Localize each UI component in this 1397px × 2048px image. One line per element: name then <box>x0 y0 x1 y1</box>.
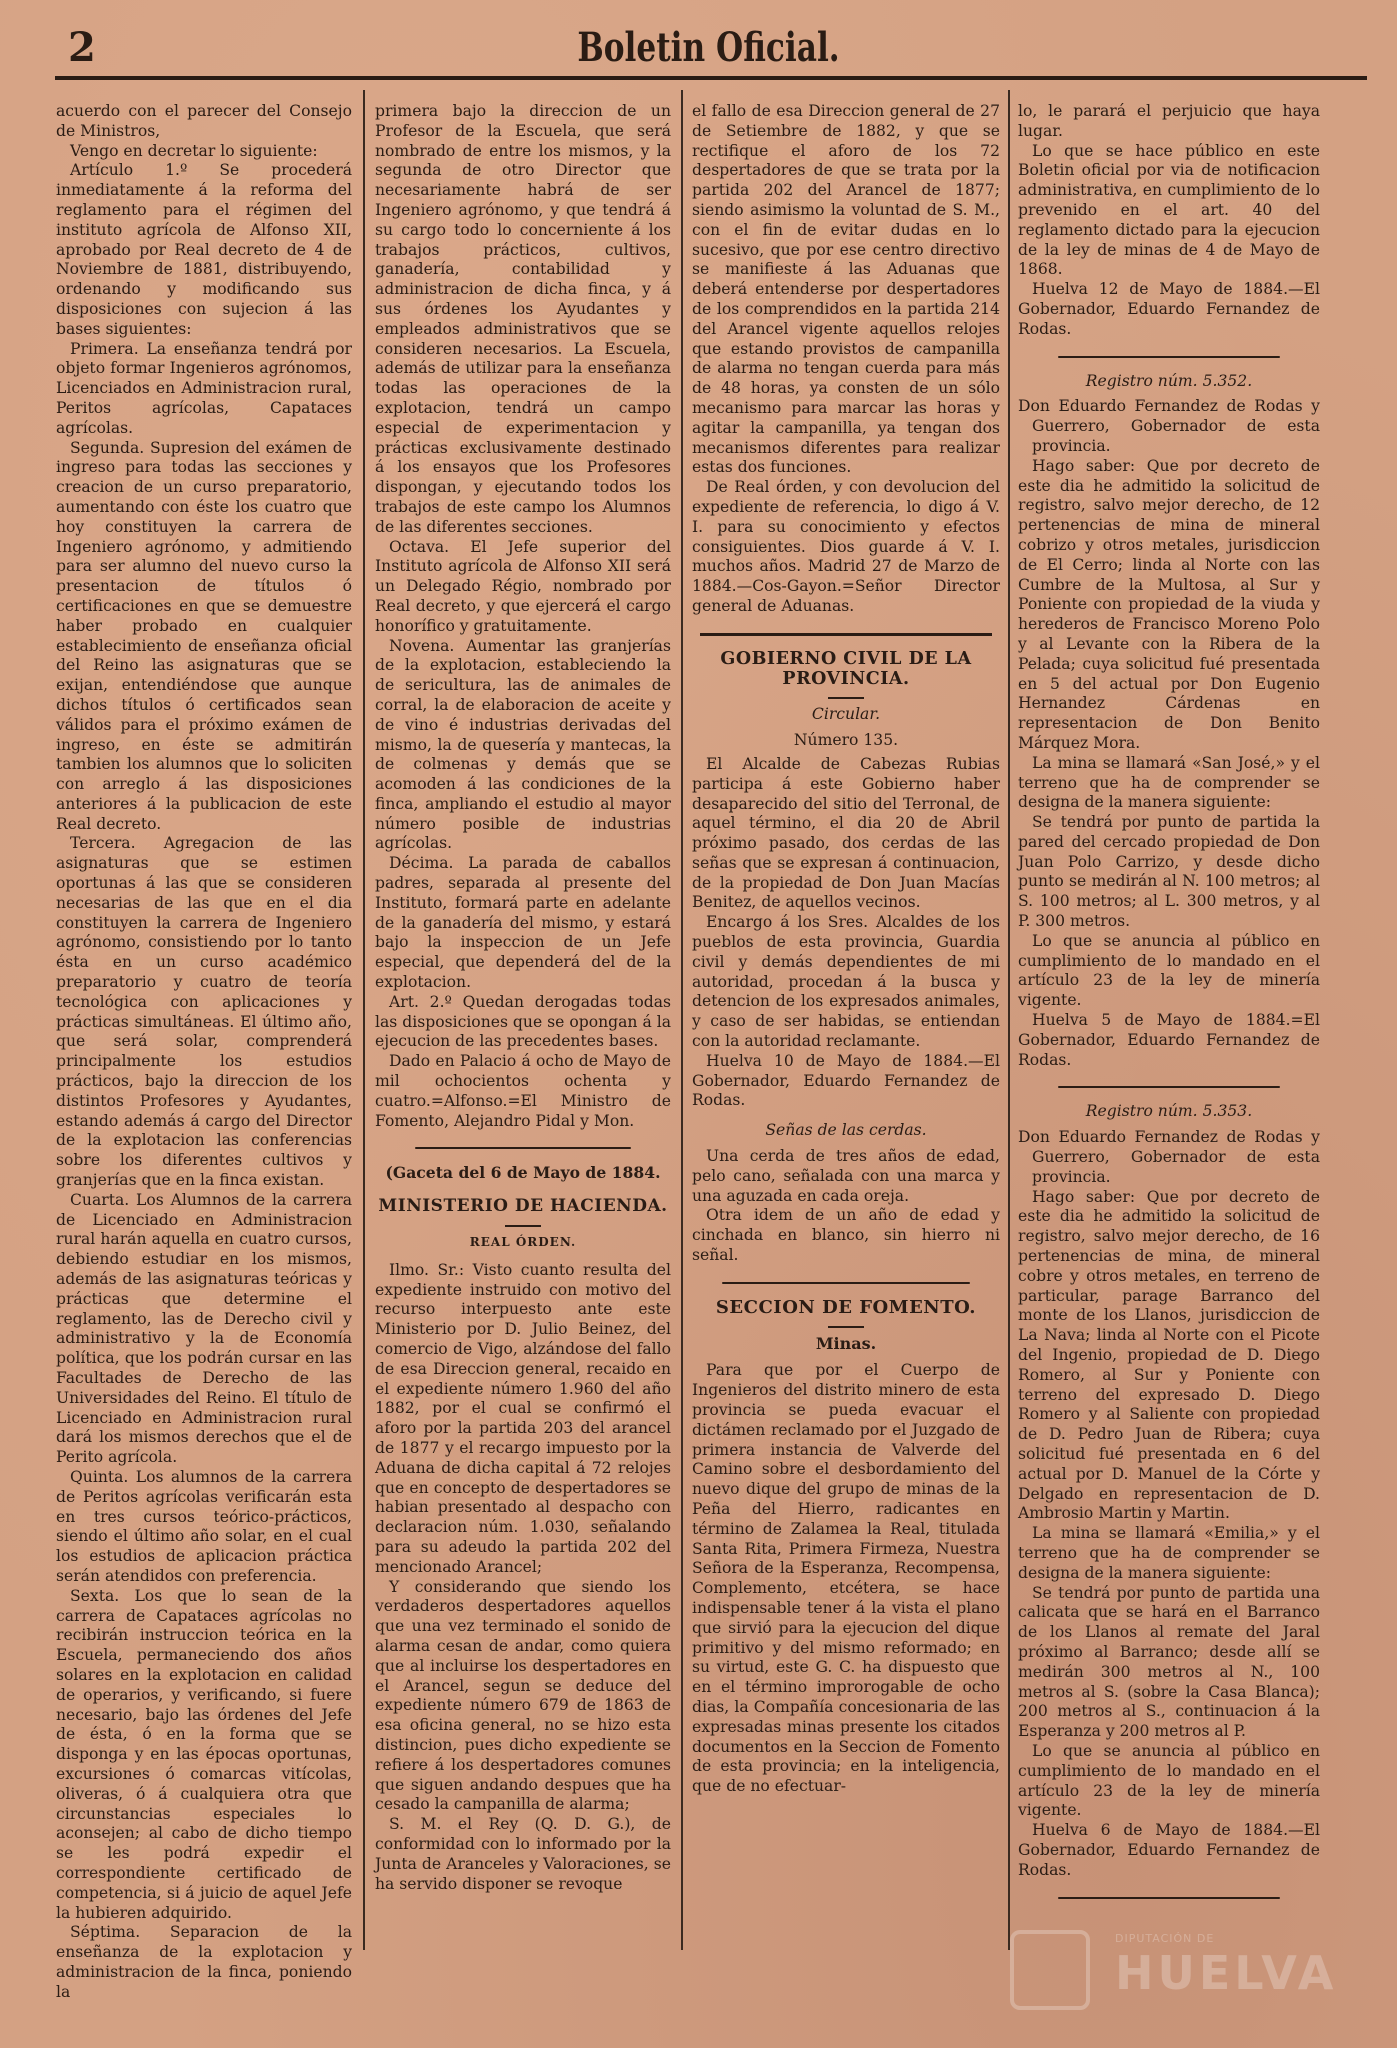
paragraph: Primera. La enseñanza tendrá por objeto formar Ingenieros agrónomos, Licenciados en Administracion rural, Peritos agrícolas, Capataces agrícolas. <box>56 339 352 437</box>
paragraph: El Alcalde de Cabezas Rubias participa á este Gobierno haber desaparecido del sitio del Terronal, de aquel término, el dia 20 de Abril próximo pasado, dos cerdas de las señas que se expresan á continuacion, de la propiedad de Don Juan Macías Benitez, de aquellos vecinos. <box>692 754 1000 912</box>
real-orden-heading: REAL ÓRDEN. <box>469 1235 577 1250</box>
paragraph: Artículo 1.º Se procederá inmediatamente á la reforma del reglamento para el régimen del instituto agrícola de Alfonso XII, aprobado por Real decreto de 4 de Noviembre de 1881, distribuyendo, ordenando y modificando sus disposiciones con sujecion á las bases siguientes: <box>56 161 352 338</box>
section-divider <box>415 1147 631 1149</box>
paragraph: Hago saber: Que por decreto de este dia he admitido la solicitud de registro, salvo mejor derecho, de 12 pertenencias de mina de mineral cobrizo y otros metales, jurisdiccion de El Cerro; linda al Norte con las Cumbre de la Multosa, al Sur y Poniente con propiedad de la viuda y herederos de Francisco Moreno Polo y al Levante con la Ribera de la Pelada; cuya solicitud fué presentada en 5 del actual por Don Eugenio Hernandez Cárdenas en representacion de Don Benito Márquez Mora. <box>1018 456 1320 752</box>
column-4 <box>1018 102 1320 1913</box>
fomento-heading: SECCION DE FOMENTO. <box>715 1296 977 1318</box>
paragraph: el fallo de esa Direccion general de 27 de Setiembre de 1882, y que se rectifique el aforo de los 72 despertadores de que se trata por la partida 202 del Arancel de 1877; siendo asimismo la voluntad de S. M., con el fin de evitar dudas en lo sucesivo, que por ese centro directivo se manifieste á las Aduanas que deberá entenderse por despertadores de los comprendidos en la partida 214 del Arancel vigente aquellos relojes que estando provistos de campanilla de alarma no tengan cuerda para más de 48 horas, ya consten de un sólo mecanismo para marcar las horas y agitar la campanilla, ya tengan dos mecanismos diferentes para realizar estas dos funciones. <box>692 102 1000 477</box>
column-divider <box>681 90 683 1950</box>
paragraph: Quinta. Los alumnos de la carrera de Peritos agrícolas verificarán esta en tres cursos teórico-prácticos, siendo el último año solar, en el cual los estudios de aplicacion práctica serán atendidos con preferencia. <box>56 1467 352 1585</box>
registro-5353-title: Registro núm. 5.353. <box>1085 1102 1253 1121</box>
column-3 <box>692 102 1000 1797</box>
watermark-small-text: DIPUTACIÓN DE <box>1115 1932 1215 1945</box>
paragraph: S. M. el Rey (Q. D. G.), de conformidad con lo informado por la Junta de Aranceles y Valoraciones, se ha servido disponer se revoque <box>375 1815 671 1893</box>
minas-heading: Minas. <box>815 1333 877 1353</box>
column-2 <box>375 102 671 1894</box>
paragraph: Segunda. Supresion del exámen de ingreso para todas las secciones y creacion de un curso preparatorio, aumentando con éste los cuatro que hoy constituyen la carrera de Ingeniero agrónomo, y admitiendo para ser alumno del nuevo curso la presentacion de títulos ó certificaciones en que se demuestre haber probado en cualquier establecimiento de enseñanza oficial del Reino las asignaturas que se exijan, entendiéndose que aunque dichos títulos ó certificados sean válidos para el próximo exámen de ingreso, en éste se admitirán tambien los alumnos que lo soliciten con arreglo á las disposiciones anteriores á la publicacion de este Real decreto. <box>56 438 352 833</box>
dash-divider <box>505 1225 541 1227</box>
section-divider <box>722 1282 970 1284</box>
paragraph: Hago saber: Que por decreto de este dia he admitido la solicitud de registro, salvo mejor derecho, de 16 pertenencias de mina, de mineral cobre y otros metales, en terreno de particular, parage Barranco del monte de los Llanos, jurisdiccion de La Nava; linda al Norte con el Picote del Ingenio, propiedad de D. Diego Romero, al Sur y Poniente con terreno del expresado D. Diego Romero y al Saliente con propiedad de D. Pedro Juan de Ribera; cuya solicitud fué presentada en 6 del actual por D. Manuel de la Córte y Delgado en representacion de D. Ambrosio Martin y Martin. <box>1018 1187 1320 1523</box>
column-divider <box>1008 90 1010 1950</box>
paragraph: Ilmo. Sr.: Visto cuanto resulta del expediente instruido con motivo del recurso interpuesto ante este Ministerio por D. Julio Beinez, del comercio de Vigo, alzándose del fallo de esa Direccion general, recaido en el expediente número 1.960 del año 1882, por el cual se confirmó el aforo por la partida 203 del arancel de 1877 y el recargo impuesto por la Aduana de dicha capital á 72 relojes que en concepto de despertadores se habian presentado al despacho con declaracion núm. 1.030, señalando para su adeudo la partida 202 del mencionado Arancel; <box>375 1260 671 1576</box>
watermark-text: HUELVA <box>1115 1946 1338 2000</box>
paragraph: Lo que se anuncia al público en cumplimiento de lo mandado en el artículo 23 de la ley de minería vigente. <box>1018 931 1320 1010</box>
dash-divider <box>828 697 864 699</box>
senas-heading: Señas de las cerdas. <box>765 1121 927 1140</box>
column-divider <box>363 90 365 1950</box>
section-divider <box>1058 1897 1280 1899</box>
paragraph: Sexta. Los que lo sean de la carrera de Capataces agrícolas no recibirán instruccion teórica en la Escuela, permaneciendo dos años solares en la explotacion en calidad de operarios, y verificando, si fuere necesario, bajo las órdenes del Jefe de ésta, ó en la forma que se disponga y en las épocas oportunas, excursiones ó comarcas vitícolas, oliveras, ó á cualquiera otra que circunstancias especiales lo aconsejen; al cabo de dicho tiempo se les podrá expedir el correspondiente certificado de competencia, si á juicio de aquel Jefe la hubieren adquirido. <box>56 1586 352 1922</box>
paragraph: De Real órden, y con devolucion del expediente de referencia, lo digo á V. I. para su conocimiento y efectos consiguientes. Dios guarde á V. I. muchos años. Madrid 27 de Marzo de 1884.—Cos-Gayon.=Señor Director general de Aduanas. <box>692 478 1000 615</box>
paragraph: lo, le parará el perjuicio que haya lugar. <box>1018 102 1320 140</box>
paragraph: Art. 2.º Quedan derogadas todas las disposiciones que se opongan á la ejecucion de las precedentes bases. <box>375 992 671 1051</box>
registro-heading: Don Eduardo Fernandez de Rodas y Guerrero, Gobernador de esta provincia. <box>1018 1128 1320 1186</box>
paragraph: Octava. El Jefe superior del Instituto agrícola de Alfonso XII será un Delegado Régio, nombrado por Real decreto, y que ejercerá el cargo honorífico y gratuitamente. <box>375 537 671 635</box>
gaceta-note: (Gaceta del 6 de Mayo de 1884. <box>385 1163 661 1183</box>
paragraph: Huelva 6 de Mayo de 1884.—El Gobernador, Eduardo Fernandez de Rodas. <box>1018 1821 1320 1879</box>
gobierno-heading: GOBIERNO CIVIL DE LA PROVINCIA. <box>720 648 972 689</box>
paragraph: acuerdo con el parecer del Consejo de Ministros, <box>56 102 352 140</box>
masthead-title: Boletin Oficial. <box>577 24 840 71</box>
paragraph: Lo que se hace público en este Boletin oficial por via de notificacion administrativa, en cumplimiento de lo prevenido en el art. 40 del reglamento dictado para la ejecucion de la ley de minas de 4 de Mayo de 1868. <box>1018 141 1320 279</box>
paragraph: Séptima. Separacion de la enseñanza de la explotacion y administracion de la finca, poniendo la <box>56 1923 352 2001</box>
paragraph: Lo que se anuncia al público en cumplimiento de lo mandado en el artículo 23 de la ley de minería vigente. <box>1018 1741 1320 1820</box>
paragraph: Encargo á los Sres. Alcaldes de los pueblos de esta provincia, Guardia civil y demás dependientes de mi autoridad, procedan á la busca y detencion de los expresados animales, y caso de ser habidas, se entiendan con la autoridad reclamante. <box>692 913 1000 1051</box>
section-divider <box>1058 356 1280 358</box>
section-divider <box>700 633 992 636</box>
paragraph: Cuarta. Los Alumnos de la carrera de Licenciado en Administracion rural harán aquella en cuatro cursos, debiendo estudiar en los mismos, además de las asignaturas teóricas y prácticas que determine el reglamento, las de Derecho civil y administrativo y la de Economía política, que los podrán cursar en las Facultades de Derecho de las Universidades del Reino. El título de Licenciado en Administracion rural dará los mismos derechos que el de Perito agrícola. <box>56 1190 352 1467</box>
header-rule <box>55 76 1367 80</box>
ministerio-heading: MINISTERIO DE HACIENDA. <box>378 1196 668 1217</box>
watermark <box>1010 1930 1338 2010</box>
registro-5352-title: Registro núm. 5.352. <box>1085 371 1253 390</box>
paragraph: primera bajo la direccion de un Profesor de la Escuela, que será nombrado de entre los mismos, y la segunda de otro Director que necesariamente habrá de ser Ingeniero agrónomo, y que tendrá á su cargo todo lo concerniente á los trabajos prácticos, cultivos, ganadería, contabilidad y administracion de dicha finca, y á sus órdenes los Ayudantes y empleados administrativos que se consideren necesarios. La Escuela, además de utilizar para la enseñanza todas las operaciones de la explotacion, tendrá un campo especial de experimentacion y prácticas exclusivamente destinado á los ensayos que los Profesores dispongan, y ejecutando todos los trabajos de este campo los Alumnos de las diferentes secciones. <box>375 102 671 536</box>
paragraph: Se tendrá por punto de partida una calicata que se hará en el Barranco de los Llanos al remate del Jaral próximo al Barranco; desde allí se medirán 300 metros al N., 100 metros al S. (sobre la Casa Blanca); 200 metros al S., continuacion á la Esperanza y 200 metros al P. <box>1018 1583 1320 1741</box>
paragraph: Huelva 5 de Mayo de 1884.=El Gobernador, Eduardo Fernandez de Rodas. <box>1018 1011 1320 1069</box>
paragraph: Décima. La parada de caballos padres, separada al presente del Instituto, formará parte en adelante de la ganadería del mismo, y estará bajo la inspeccion de un Jefe especial, que dependerá del de la explotacion. <box>375 854 671 992</box>
registro-heading: Don Eduardo Fernandez de Rodas y Guerrero, Gobernador de esta provincia. <box>1018 397 1320 455</box>
paragraph: La mina se llamará «San José,» y el terreno que ha de comprender se designa de la manera siguiente: <box>1018 753 1320 812</box>
section-divider <box>1058 1086 1280 1088</box>
paragraph: Dado en Palacio á ocho de Mayo de mil ochocientos ochenta y cuatro.=Alfonso.=El Ministro de Fomento, Alejandro Pidal y Mon. <box>375 1052 671 1130</box>
paragraph: Una cerda de tres años de edad, pelo cano, señalada con una marca y una aguzada en cada oreja. <box>692 1147 1000 1205</box>
page-number: 2 <box>68 24 96 71</box>
column-1 <box>56 102 352 2003</box>
paragraph: Novena. Aumentar las granjerías de la explotacion, estableciendo la de sericultura, las de animales de corral, la de elaboracion de aceite y de vino é industrias derivadas del mismo, la de quesería y mantecas, la de colmenas y demás que se acomoden á las condiciones de la finca, ampliando el estudio al mayor número posible de industrias agrícolas. <box>375 636 671 853</box>
numero-heading: Número 135. <box>793 731 899 750</box>
paragraph: Vengo en decretar lo siguiente: <box>70 141 318 160</box>
paragraph: Para que por el Cuerpo de Ingenieros del distrito minero de esta provincia se pueda evacuar el dictámen reclamado por el Juzgado de primera instancia de Valverde del Camino sobre el desbordamiento del nuevo dique del grupo de minas de la Peña del Hierro, radicantes en término de Zalamea la Real, titulada Santa Rita, Primera Firmeza, Nuestra Señora de la Esperanza, Recompensa, Complemento, etcétera, se hace indispensable tener á la vista el plano que sirvió para la ejecucion del dique primitivo y del mismo reformado; en su virtud, este G. C. ha dispuesto que en el término improrogable de ocho dias, la Compañía concesionaria de las expresadas minas presente los citados documentos en la Seccion de Fomento de esta provincia; en la inteligencia, que de no efectuar- <box>692 1361 1000 1796</box>
watermark-logo-icon <box>1010 1930 1090 2010</box>
header <box>60 20 1357 72</box>
paragraph: Tercera. Agregacion de las asignaturas que se estimen oportunas á las que se consideren necesarias de las que en el dia constituyen la carrera de Ingeniero agrónomo, consistiendo por lo tanto ésta en un curso académico preparatorio y cuatro de teoría tecnológica con aplicaciones y prácticas simultáneas. El último año, que será solar, comprenderá principalmente los estudios prácticos, bajo la direccion de los distintos Profesores y Ayudantes, estando además á cargo del Director de la explotacion las conferencias sobre los diferentes cultivos y granjerías que en la finca existan. <box>56 834 352 1190</box>
paragraph: Huelva 10 de Mayo de 1884.—El Gobernador, Eduardo Fernandez de Rodas. <box>692 1051 1000 1110</box>
paragraph: Y considerando que siendo los verdaderos despertadores aquellos que una vez terminado el sonido de alarma cesan de andar, como quiera que al incluirse los despertadores en el Arancel, segun se deduce del expediente número 679 de 1863 de esa oficina general, no se hizo esta distincion, pues dicho expediente se refiere á los despertadores comunes que siguen andando despues que ha cesado la campanilla de alarma; <box>375 1577 671 1814</box>
circular-heading: Circular. <box>811 705 881 724</box>
paragraph: Otra idem de un año de edad y cinchada en blanco, sin hierro ni señal. <box>692 1206 1000 1265</box>
paragraph: Se tendrá por punto de partida la pared del cercado propiedad de Don Juan Polo Carrizo, y desde dicho punto se medirán al N. 100 metros; al S. 100 metros; al L. 300 metros, y al P. 300 metros. <box>1018 813 1320 931</box>
dash-divider <box>828 1326 864 1328</box>
paragraph: La mina se llamará «Emilia,» y el terreno que ha de comprender se designa de la manera siguiente: <box>1018 1524 1320 1582</box>
paragraph: Huelva 12 de Mayo de 1884.—El Gobernador, Eduardo Fernandez de Rodas. <box>1018 280 1320 338</box>
